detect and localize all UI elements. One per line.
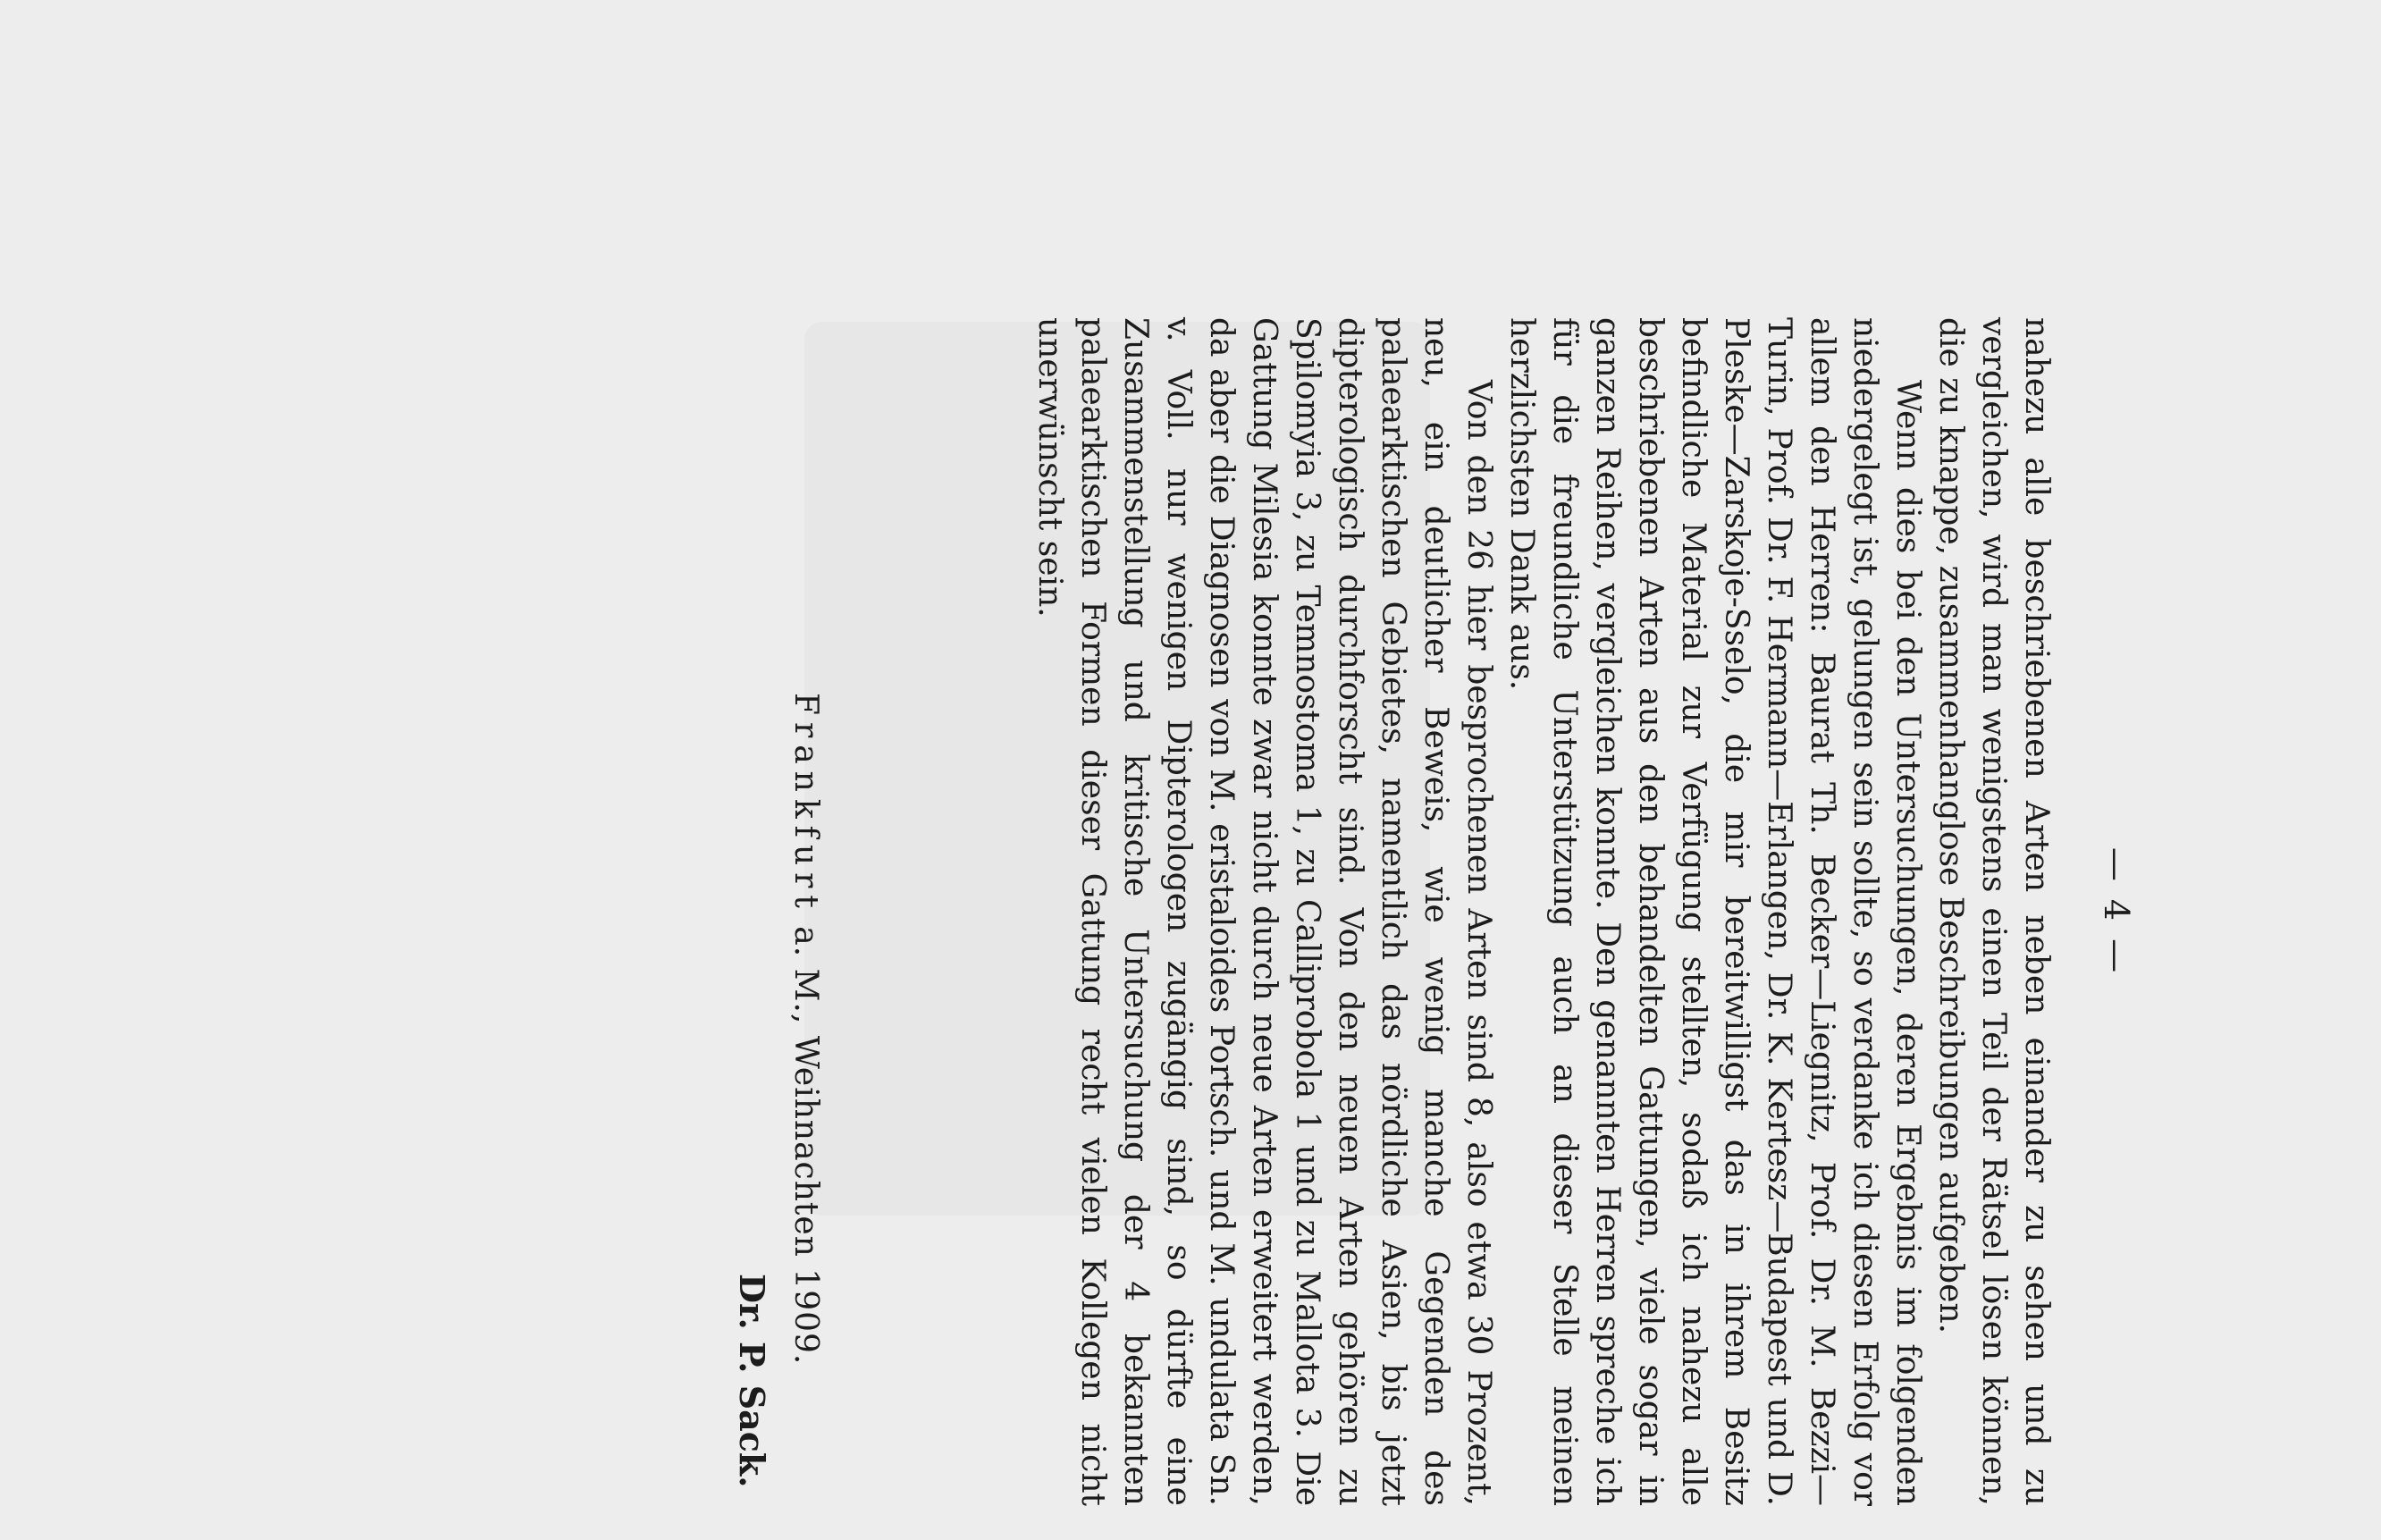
signature: Dr. P. Sack. — [732, 1274, 772, 1488]
paragraph-3: Von den 26 hier besprochenen Arten sind 8, also etwa 30 Prozent, neu, ein deutlicher Beweis, wie wenig manche Gegenden des palaearktischen Gebietes, namentlich das nördliche Asien, bis jetzt dipterologisch durchforscht sind. Von den neuen Arten gehören zu Spilomyia 3, zu Temnostoma 1, zu Calliprobola 1 und zu Mallota 3. Die Gattung Milesia konnte zwar nicht durch neue Arten erweitert werden, da aber die Diagnosen von M. eristaloides Portsch. und M. undulata Sn. v. Voll. nur wenigen Dipterologen zugängig sind, so dürfte eine Zusammenstellung und kritische Untersuchung der 4 bekannten palaearktischen Formen dieser Gattung recht vielen Kollegen nicht unerwünscht sein. — [1031, 317, 1497, 1506]
body-text — [1028, 317, 2057, 1506]
place-date-line — [784, 693, 827, 1365]
page-number: — 4 — — [2097, 846, 2136, 977]
paragraph-2: Wenn dies bei den Untersuchungen, deren Ergebnis im folgenden niedergelegt ist, gelungen sein sollte, so verdanke ich diesen Erfolg vor allem den Herren: Baurat Th. Becker—Liegnitz, Prof. Dr. M. Bezzi—Turin, Prof. Dr. F. Hermann—Erlangen, Dr. K. Kertesz—Budapest und D. Pleske—Zarskoje-Sselo, die mir bereitwilligst das in ihrem Besitz befindliche Material zur Verfügung stellten, sodaß ich nahezu alle beschriebenen Arten aus den behandelten Gattungen, viele sogar in ganzen Reihen, vergleichen konnte. Den genannten Herren spreche ich für die freundliche Unterstützung auch an dieser Stelle meinen herzlichsten Dank aus. — [1503, 317, 1926, 1506]
rotated-page-content — [732, 317, 2145, 1506]
closing-date: a. M., Weihnachten 1909. — [787, 914, 824, 1366]
paragraph-1: nahezu alle beschriebenen Arten neben einander zu sehen und zu vergleichen, wird man wenigstens einen Teil der Rätsel lösen können, die zu knappe, zusammenhanglose Beschreibungen aufgeben. — [1932, 317, 2055, 1506]
closing-city: Frankfurt — [787, 693, 824, 915]
